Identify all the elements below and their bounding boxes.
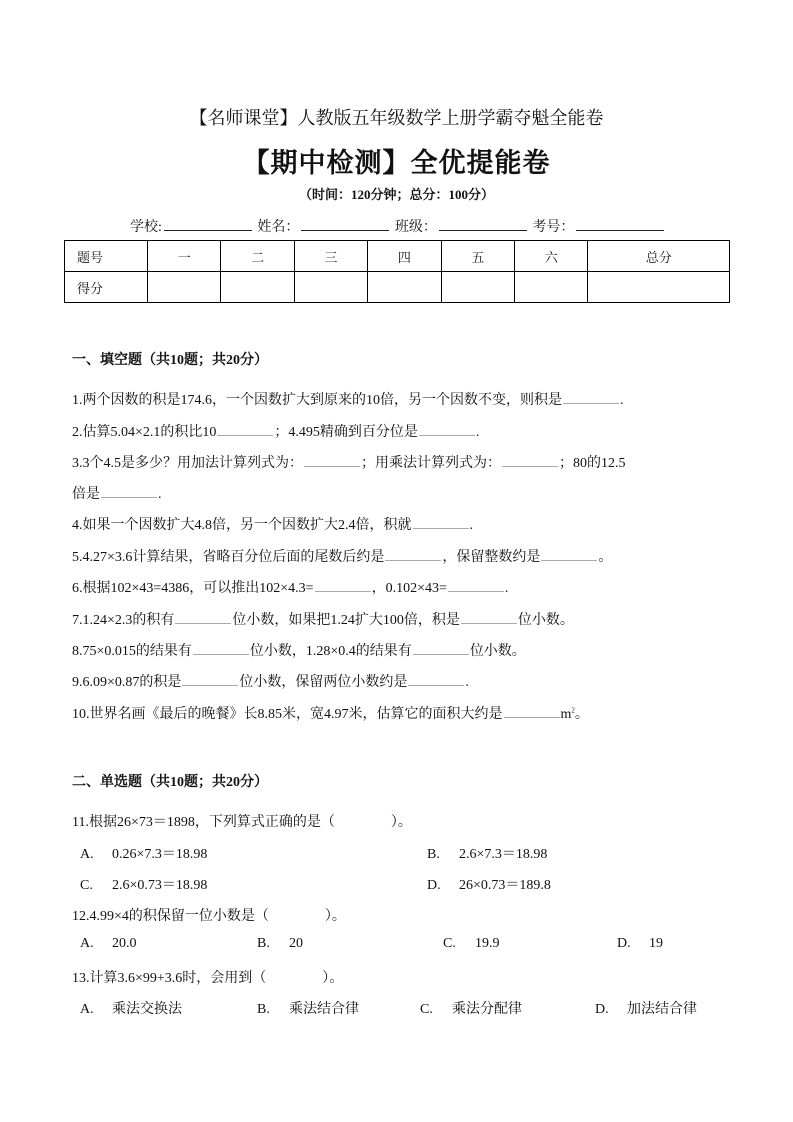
question-text: . xyxy=(475,425,480,440)
question-line xyxy=(72,577,508,597)
question-text: 8.75×0.015的结果有 xyxy=(72,644,192,659)
answer-blank[interactable] xyxy=(182,671,238,686)
answer-blank[interactable] xyxy=(563,389,619,404)
question-text: 5.4.27×3.6计算结果，省略百分位后面的尾数后约是 xyxy=(72,550,385,565)
score-cell[interactable] xyxy=(515,272,588,303)
option-label: A. xyxy=(80,847,94,862)
answer-blank[interactable] xyxy=(413,514,469,529)
option-a[interactable] xyxy=(80,936,137,952)
series-title: 【名师课堂】人教版五年级数学上册学霸夺魁全能卷 xyxy=(189,108,604,128)
question-text: . xyxy=(620,393,624,408)
question-text: . xyxy=(158,487,162,502)
option-label: B. xyxy=(257,1002,270,1017)
question-line xyxy=(72,389,624,409)
exam-number-label: 考号： xyxy=(532,220,575,235)
option-text: 20.0 xyxy=(112,936,137,951)
answer-blank[interactable] xyxy=(413,640,469,655)
option-label: D. xyxy=(617,936,631,951)
answer-blank[interactable] xyxy=(304,452,360,467)
option-c[interactable] xyxy=(443,936,500,952)
score-cell[interactable] xyxy=(588,272,730,303)
option-b[interactable] xyxy=(257,998,359,1018)
answer-blank[interactable] xyxy=(408,671,464,686)
question-text: 9.6.09×0.87的积是 xyxy=(72,675,182,690)
header-cell: 三 xyxy=(294,241,367,272)
question-text: 位小数。 xyxy=(517,613,574,628)
name-label: 姓名： xyxy=(257,220,300,235)
answer-blank[interactable] xyxy=(502,452,558,467)
question-line xyxy=(72,671,469,691)
question-text: ；用乘法计算列式为： xyxy=(361,456,501,471)
option-text: 20 xyxy=(289,936,303,951)
answer-blank[interactable] xyxy=(217,421,273,436)
question-line xyxy=(72,421,479,441)
option-text: 19 xyxy=(649,936,663,951)
answer-blank[interactable] xyxy=(315,577,371,592)
class-label: 班级： xyxy=(394,220,437,235)
option-d[interactable] xyxy=(595,998,697,1018)
option-label: B. xyxy=(257,936,270,951)
score-cell[interactable] xyxy=(368,272,441,303)
option-text: 加法结合律 xyxy=(627,1002,697,1017)
question-line xyxy=(72,514,473,534)
option-a[interactable] xyxy=(80,843,207,863)
question-text: 2.估算5.04×2.1的积比10 xyxy=(72,425,217,440)
answer-blank[interactable] xyxy=(419,421,475,436)
exam-info: （时间：120分钟；总分：100分） xyxy=(298,187,494,202)
question-text: . xyxy=(465,675,469,690)
answer-blank[interactable] xyxy=(448,577,504,592)
exam-number-blank[interactable] xyxy=(576,216,664,231)
class-blank[interactable] xyxy=(439,216,527,231)
exam-title: 【期中检测】全优提能卷 xyxy=(242,148,551,178)
score-cell[interactable] xyxy=(441,272,514,303)
option-text: 2.6×7.3＝18.98 xyxy=(459,847,548,862)
header-cell: 二 xyxy=(221,241,294,272)
question-text: 倍是 xyxy=(72,487,100,502)
school-label: 学校: xyxy=(130,220,162,235)
question-text: 位小数，1.28×0.4的结果有 xyxy=(249,644,412,659)
student-info-line xyxy=(130,216,666,236)
question-text: 10.世界名画《最后的晚餐》长8.85米，宽4.97米，估算它的面积大约是 xyxy=(72,707,503,722)
option-d[interactable] xyxy=(427,874,551,894)
question-text: 4.如果一个因数扩大4.8倍，另一个因数扩大2.4倍，积就 xyxy=(72,518,412,533)
question-stem: 11.根据26×73＝1898，下列算式正确的是（ ）。 xyxy=(72,815,412,830)
question-text: 6.根据102×43=4386，可以推出102×4.3= xyxy=(72,581,314,596)
question-text: ；80的12.5 xyxy=(559,456,626,471)
school-blank[interactable] xyxy=(164,216,252,231)
answer-blank[interactable] xyxy=(385,546,441,561)
header-cell: 总分 xyxy=(588,241,730,272)
question-text: 位小数，保留两位小数约是 xyxy=(239,675,408,690)
option-text: 乘法交换法 xyxy=(112,1002,182,1017)
question-text: $m^2$。 xyxy=(560,706,589,722)
option-label: A. xyxy=(80,936,94,951)
question-line xyxy=(72,452,626,472)
option-label: D. xyxy=(427,878,441,893)
answer-blank[interactable] xyxy=(541,546,597,561)
question-text: 3.3个4.5是多少？用加法计算列式为： xyxy=(72,456,303,471)
answer-blank[interactable] xyxy=(504,703,560,718)
question-stem: 13.计算3.6×99+3.6时，会用到（ ）。 xyxy=(72,971,344,986)
header-cell: 四 xyxy=(368,241,441,272)
option-label: C. xyxy=(420,1002,433,1017)
option-c[interactable] xyxy=(80,874,207,894)
option-a[interactable] xyxy=(80,998,182,1018)
answer-blank[interactable] xyxy=(101,483,157,498)
score-table-score-row xyxy=(65,272,730,303)
score-cell[interactable] xyxy=(148,272,221,303)
question-line xyxy=(72,546,612,566)
score-table-header-row xyxy=(65,241,730,272)
option-text: 19.9 xyxy=(475,936,500,951)
option-text: 乘法结合律 xyxy=(289,1002,359,1017)
header-cell: 五 xyxy=(441,241,514,272)
question-line xyxy=(72,609,574,629)
section2-title: 二、单选题（共10题；共20分） xyxy=(72,775,268,790)
section1-title: 一、填空题（共10题；共20分） xyxy=(72,353,268,368)
score-cell[interactable] xyxy=(221,272,294,303)
header-cell: 题号 xyxy=(65,241,148,272)
question-text: 1.两个因数的积是174.6，一个因数扩大到原来的10倍，另一个因数不变，则积是 xyxy=(72,393,562,408)
score-table xyxy=(64,240,730,303)
option-c[interactable] xyxy=(420,998,522,1018)
answer-blank[interactable] xyxy=(175,609,231,624)
option-label: D. xyxy=(595,1002,609,1017)
question-text: . xyxy=(469,518,473,533)
question-text: 位小数，如果把1.24扩大100倍，积是 xyxy=(232,613,460,628)
question-text: ，保留整数约是 xyxy=(442,550,541,565)
header-cell: 六 xyxy=(515,241,588,272)
question-text: 位小数。 xyxy=(469,644,526,659)
option-label: C. xyxy=(80,878,93,893)
option-text: 乘法分配律 xyxy=(452,1002,522,1017)
option-text: 26×0.73＝189.8 xyxy=(459,878,551,893)
option-label: C. xyxy=(443,936,456,951)
answer-blank[interactable] xyxy=(193,640,249,655)
header-cell: 一 xyxy=(148,241,221,272)
option-label: B. xyxy=(427,847,440,862)
question-text: 。 xyxy=(598,550,613,565)
option-b[interactable] xyxy=(257,936,303,952)
question-text: ；4.495精确到百分位是 xyxy=(274,425,418,440)
answer-blank[interactable] xyxy=(461,609,517,624)
question-line xyxy=(72,640,526,660)
score-row-label: 得分 xyxy=(65,272,148,303)
question-text: . xyxy=(504,581,509,596)
option-b[interactable] xyxy=(427,843,547,863)
question-text: ，0.102×43= xyxy=(371,581,447,596)
question-stem: 12.4.99×4的积保留一位小数是（ ）。 xyxy=(72,909,346,924)
name-blank[interactable] xyxy=(301,216,389,231)
option-d[interactable] xyxy=(617,936,663,952)
question-line xyxy=(72,703,589,723)
option-label: A. xyxy=(80,1002,94,1017)
option-text: 2.6×0.73＝18.98 xyxy=(112,878,208,893)
question-line xyxy=(72,483,162,503)
score-cell[interactable] xyxy=(294,272,367,303)
option-text: 0.26×7.3＝18.98 xyxy=(112,847,208,862)
question-text: 7.1.24×2.3的积有 xyxy=(72,613,175,628)
